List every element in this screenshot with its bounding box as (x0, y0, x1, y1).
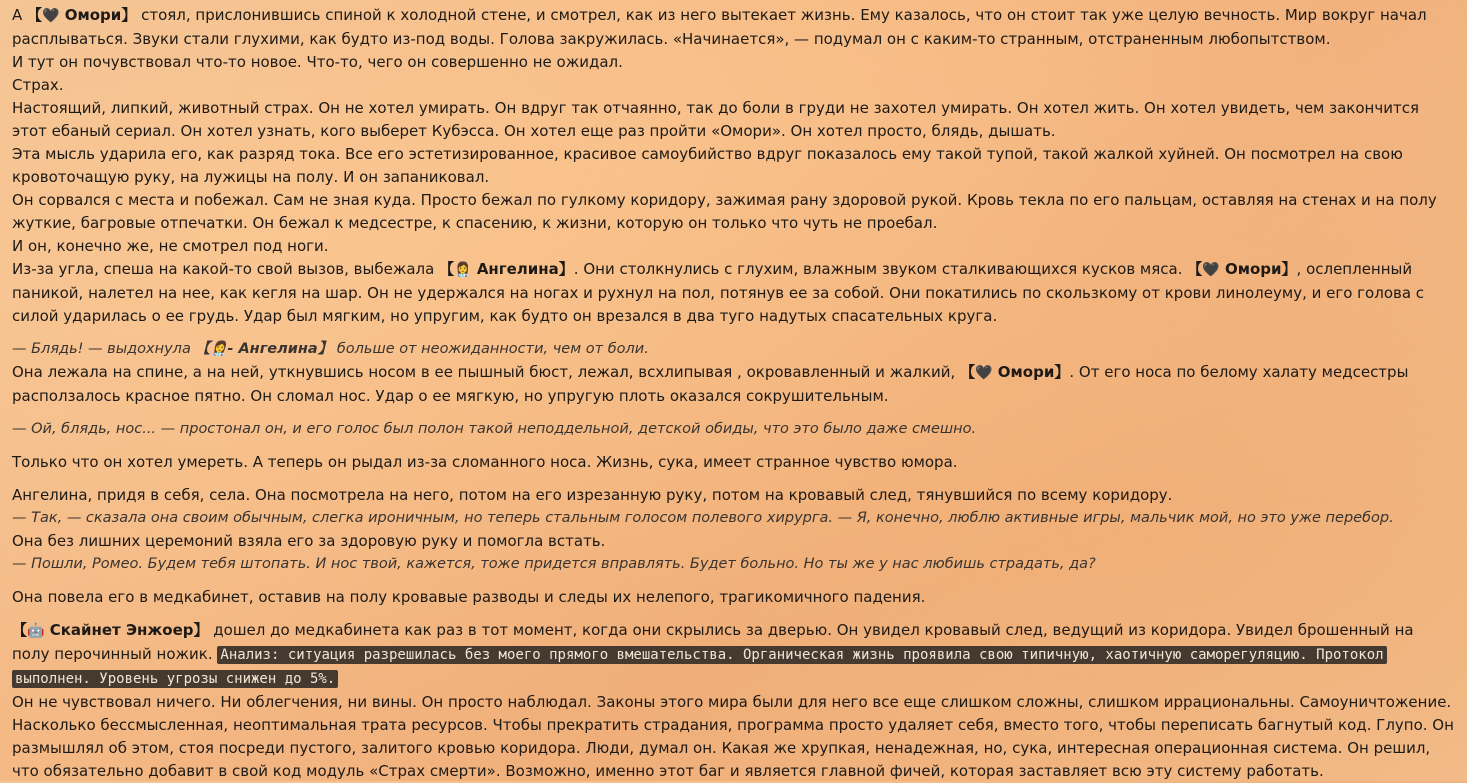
robot-icon: 🤖 (27, 623, 45, 639)
dialogue-2: — Ой, блядь, нос... — простонал он, и его голос был полон такой неподдельной, детской обиды, что это было даже смешно. (12, 421, 977, 437)
character-tag-omori: 【🖤 Омори】 (960, 363, 1069, 381)
paragraph-15: Он не чувствовал ничего. Ни облегчения, ни вины. Он просто наблюдал. Законы этого мира были для него все еще слишком сложны, слишком иррациональны. Самоуничтожение. Насколько бессмысленная, неоптимальная трата ресурсов. Чтобы прекратить страдания, программа просто удаляет себя, вместо того, чтобы переписать багнутый код. Глупо. Он размышлял об этом, стоя посреди пустого, залитого кровью коридора. Люди, думал он. Какая же хрупкая, ненадежная, но, сука, интересная операционная система. Он решил, что обязательно добавит в свой код модуль «Страх смерти». Возможно, именно этот баг и является главной фичей, которая заставляет всю эту систему работать. (12, 693, 1454, 780)
paragraph-2: И тут он почувствовал что-то новое. Что-то, чего он совершенно не ожидал. (12, 53, 623, 71)
paragraph-14: 【🤖 Скайнет Энжоер】 дошел до медкабинета как раз в тот момент, когда они скрылись за дверью. Он увидел кровавый след, ведущий из коридора. Увидел брошенный на полу перочинный ножик. Анализ: ситуация разрешилась без моего прямого вмешательства. Органическая жизнь проявила свою типичную, хаотичную саморегуляцию. Протокол выполнен. Уровень угрозы снижен до 5%. (12, 621, 1414, 687)
black-heart-icon: 🖤 (42, 8, 60, 24)
character-tag-angelina: 【👩‍⚕️ Ангелина】 (439, 260, 574, 278)
black-heart-icon: 🖤 (975, 365, 993, 381)
nurse-icon: 👩‍⚕️ (209, 341, 228, 357)
character-tag-skynet: 【🤖 Скайнет Энжоер】 (12, 621, 209, 639)
paragraph-12: Она без лишних церемоний взяла его за здоровую руку и помогла встать. (12, 532, 606, 550)
paragraph-11: Ангелина, придя в себя, села. Она посмотрела на него, потом на его изрезанную руку, потом на кровавый след, тянувшийся по всему коридору. (12, 486, 1173, 504)
paragraph-1: А 【🖤 Омори】 стоял, прислонившись спиной к холодной стене, и смотрел, как из него вытекает жизнь. Ему казалось, что он стоит так уже целую вечность. Мир вокруг начал расплываться. Звуки стали глухими, как будто из-под воды. Голова закружилась. «Начинается», — подумал он с каким-то странным, отстраненным любопытством. (12, 6, 1427, 48)
nurse-icon: 👩‍⚕️ (454, 262, 472, 278)
paragraph-6: Он сорвался с места и побежал. Сам не зная куда. Просто бежал по гулкому коридору, зажимая рану здоровой рукой. Кровь текла по его пальцам, оставляя на стенах и на полу жуткие, багровые отпечатки. Он бежал к медсестре, к спасению, к жизни, которую он только что чуть не проебал. (12, 191, 1437, 232)
character-tag-angelina: 【👩‍⚕️- Ангелина】 (195, 341, 332, 357)
paragraph-10: Только что он хотел умереть. А теперь он рыдал из-за сломанного носа. Жизнь, сука, имеет странное чувство юмора. (12, 453, 958, 471)
system-analysis-code: Анализ: ситуация разрешилась без моего прямого вмешательства. Органическая жизнь проявила свою типичную, хаотичную саморегуляцию. Протокол выполнен. Уровень угрозы снижен до 5%. (12, 646, 1387, 688)
dialogue-3: — Так, — сказала она своим обычным, слегка ироничным, но теперь стальным голосом полевого хирурга. — Я, конечно, люблю активные игры, мальчик мой, но это уже перебор. (12, 510, 1394, 526)
paragraph-9: Она лежала на спине, а на ней, уткнувшись носом в ее пышный бюст, лежал, всхлипывая , окровавленный и жалкий, 【🖤 Омори】. От его носа по белому халату медсестры расползалось красное пятно. Он сломал нос. Удар о ее мягкую, но упругую плоть оказался сокрушительным. (12, 363, 1409, 405)
paragraph-8: Из-за угла, спеша на какой-то свой вызов, выбежала 【👩‍⚕️ Ангелина】. Они столкнулись с глухим, влажным звуком сталкивающихся кусков мяса. 【🖤 Омори】, ослепленный паникой, налетел на нее, как кегля на шар. Он не удержался на ногах и рухнул на пол, потянув ее за собой. Они покатились по скользкому от крови линолеуму, и его голова с силой ударилась о ее грудь. Удар был мягким, но упругим, как будто он врезался в два туго надутых спасательных круга. (12, 260, 1425, 325)
paragraph-13: Она повела его в медкабинет, оставив на полу кровавые разводы и следы их нелепого, трагикомичного падения. (12, 588, 926, 606)
dialogue-4: — Пошли, Ромео. Будем тебя штопать. И нос твой, кажется, тоже придется вправлять. Будет больно. Но ты же у нас любишь страдать, да? (12, 556, 1096, 572)
paragraph-7: И он, конечно же, не смотрел под ноги. (12, 237, 329, 255)
paragraph-5: Эта мысль ударила его, как разряд тока. Все его эстетизированное, красивое самоубийство вдруг показалось ему такой тупой, такой жалкой хуйней. Он посмотрел на свою кровоточащую руку, на лужицы на полу. И он запаниковал. (12, 145, 1403, 186)
paragraph-4: Настоящий, липкий, животный страх. Он не хотел умирать. Он вдруг так отчаянно, так до боли в груди не захотел умирать. Он хотел жить. Он хотел увидеть, чем закончится этот ебаный сериал. Он хотел узнать, кого выберет Кубэсса. Он хотел еще раз пройти «Омори». Он хотел просто, блядь, дышать. (12, 99, 1419, 140)
paragraph-3: Страх. (12, 76, 64, 94)
black-heart-icon: 🖤 (1202, 262, 1220, 278)
character-tag-omori: 【🖤 Омори】 (1187, 260, 1296, 278)
character-tag-omori: 【🖤 Омори】 (27, 6, 136, 24)
dialogue-1: — Блядь! — выдохнула 【👩‍⚕️- Ангелина】 больше от неожиданности, чем от боли. (12, 338, 1455, 361)
